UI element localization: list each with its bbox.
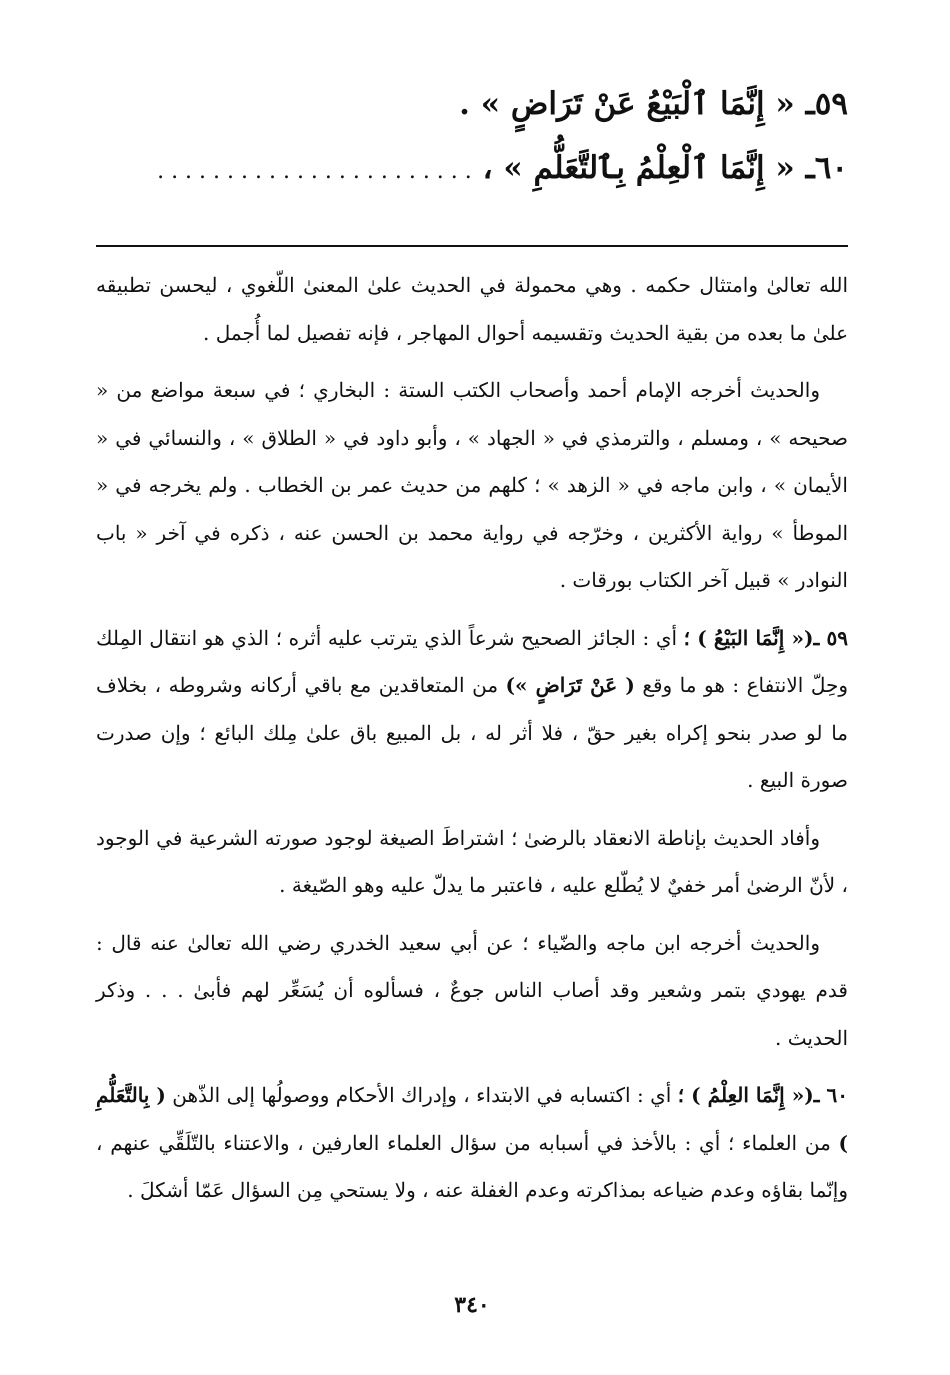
document-page [96,0,848,1375]
hadith-59-quote: ( عَنْ تَرَاضٍ ») [505,673,635,697]
hadith-60-explanation-a: أي : اكتسابه في الابتداء ، وإدراك الأحكام ووصولُها إلى الذّهن [165,1083,672,1107]
commentary-paragraph-6 [96,1072,848,1215]
hadith-60-explanation-b: من العلماء ؛ أي : بالأخذ في أسبابه من سؤال العلماء العارفين ، والاعتناء بالتّلَقِّي عنهم ، وإنّما بقاؤه وعدم ضياعه بمذاكرته وعدم الغفلة عنه ، ولا يستحي مِن السؤال عَمّا أشكلَ . [96,1130,848,1202]
hadith-59-heading [459,84,848,124]
commentary-paragraph-2: والحديث أخرجه الإمام أحمد وأصحاب الكتب الستة : البخاري ؛ في سبعة مواضع من « صحيحه » ، ومسلم ، والترمذي في « الجهاد » ، وأبو داود في « الطلاق » ، والنسائي في « الأيمان » ، وابن ماجه في « الزهد » ؛ كلهم من حديث عمر بن الخطاب . ولم يخرجه في « الموطأ » رواية الأكثرين ، وخرّجه في رواية محمد بن الحسن عنه ، ذكره في آخر « باب النوادر » قبيل آخر الكتاب بورقات . [96,378,848,592]
hadith-60-ellipsis: . . . . . . . . . . . . . . . . . . . . . . . [157,159,472,184]
commentary-body [96,262,848,1225]
hadith-59-explanation-b: من المتعاقدين مع باقي أركانه وشروطه ، بخلاف ما لو صدر بنحو إكراه بغير حقّ ، فلا أثر له ، بل المبيع باق علىٰ مِلك البائع ؛ وإن صدرت صورة البيع . [96,673,848,792]
commentary-paragraph-4: وأفاد الحديث بإناطة الانعقاد بالرضىٰ ؛ اشتراطَ الصيغة لوجود صورته الشرعية في الوجود ، لأنّ الرضىٰ أمر خفيٌ لا يُطّلع عليه ، فاعتبر ما يدلّ عليه وهو الصّيغة . [96,825,848,897]
hadith-59-explanation-a: أي : الجائز الصحيح شرعاً الذي يترتب عليه أثره ؛ الذي هو انتقال المِلك وحِلّ الانتفاع : هو ما وقع [96,625,849,697]
hadith-60-lead: ٦٠ ـ(« إِنَّمَا العِلْمُ ) ؛ [677,1083,849,1107]
commentary-paragraph-3 [96,615,848,805]
commentary-paragraph-1: الله تعالىٰ وامتثال حكمه . وهي محمولة في الحديث علىٰ المعنىٰ اللّغوي ، ليحسن تطبيقه علىٰ ما بعده من بقية الحديث وتقسيمه أحوال المهاجر ، فإنه تفصيل لما أُجمل . [96,273,848,345]
hadith-60-text: ٦٠ـ « إِنَّمَا ٱلْعِلْمُ بِٱلتَّعَلُّمِ » ، [482,150,848,186]
hadith-59-text: ٥٩ـ « إِنَّمَا ٱلْبَيْعُ عَنْ تَرَاضٍ » . [459,86,848,122]
footnote-divider [96,245,848,247]
commentary-paragraph-5: والحديث أخرجه ابن ماجه والضّياء ؛ عن أبي سعيد الخدري رضي الله تعالىٰ عنه قال : قدم يهودي بتمر وشعير وقد أصاب الناس جوعٌ ، فسألوه أن يُسَعِّر لهم فأبىٰ . . . وذكر الحديث . [96,930,848,1050]
hadith-60-quote: ( بِالتَّعَلُّمِ ) [96,1083,848,1155]
page-number: ٣٤٠ [454,1292,490,1318]
hadith-60-heading [157,148,848,192]
hadith-59-lead: ٥٩ ـ(« إِنَّمَا البَيْعُ ) ؛ [683,625,849,650]
